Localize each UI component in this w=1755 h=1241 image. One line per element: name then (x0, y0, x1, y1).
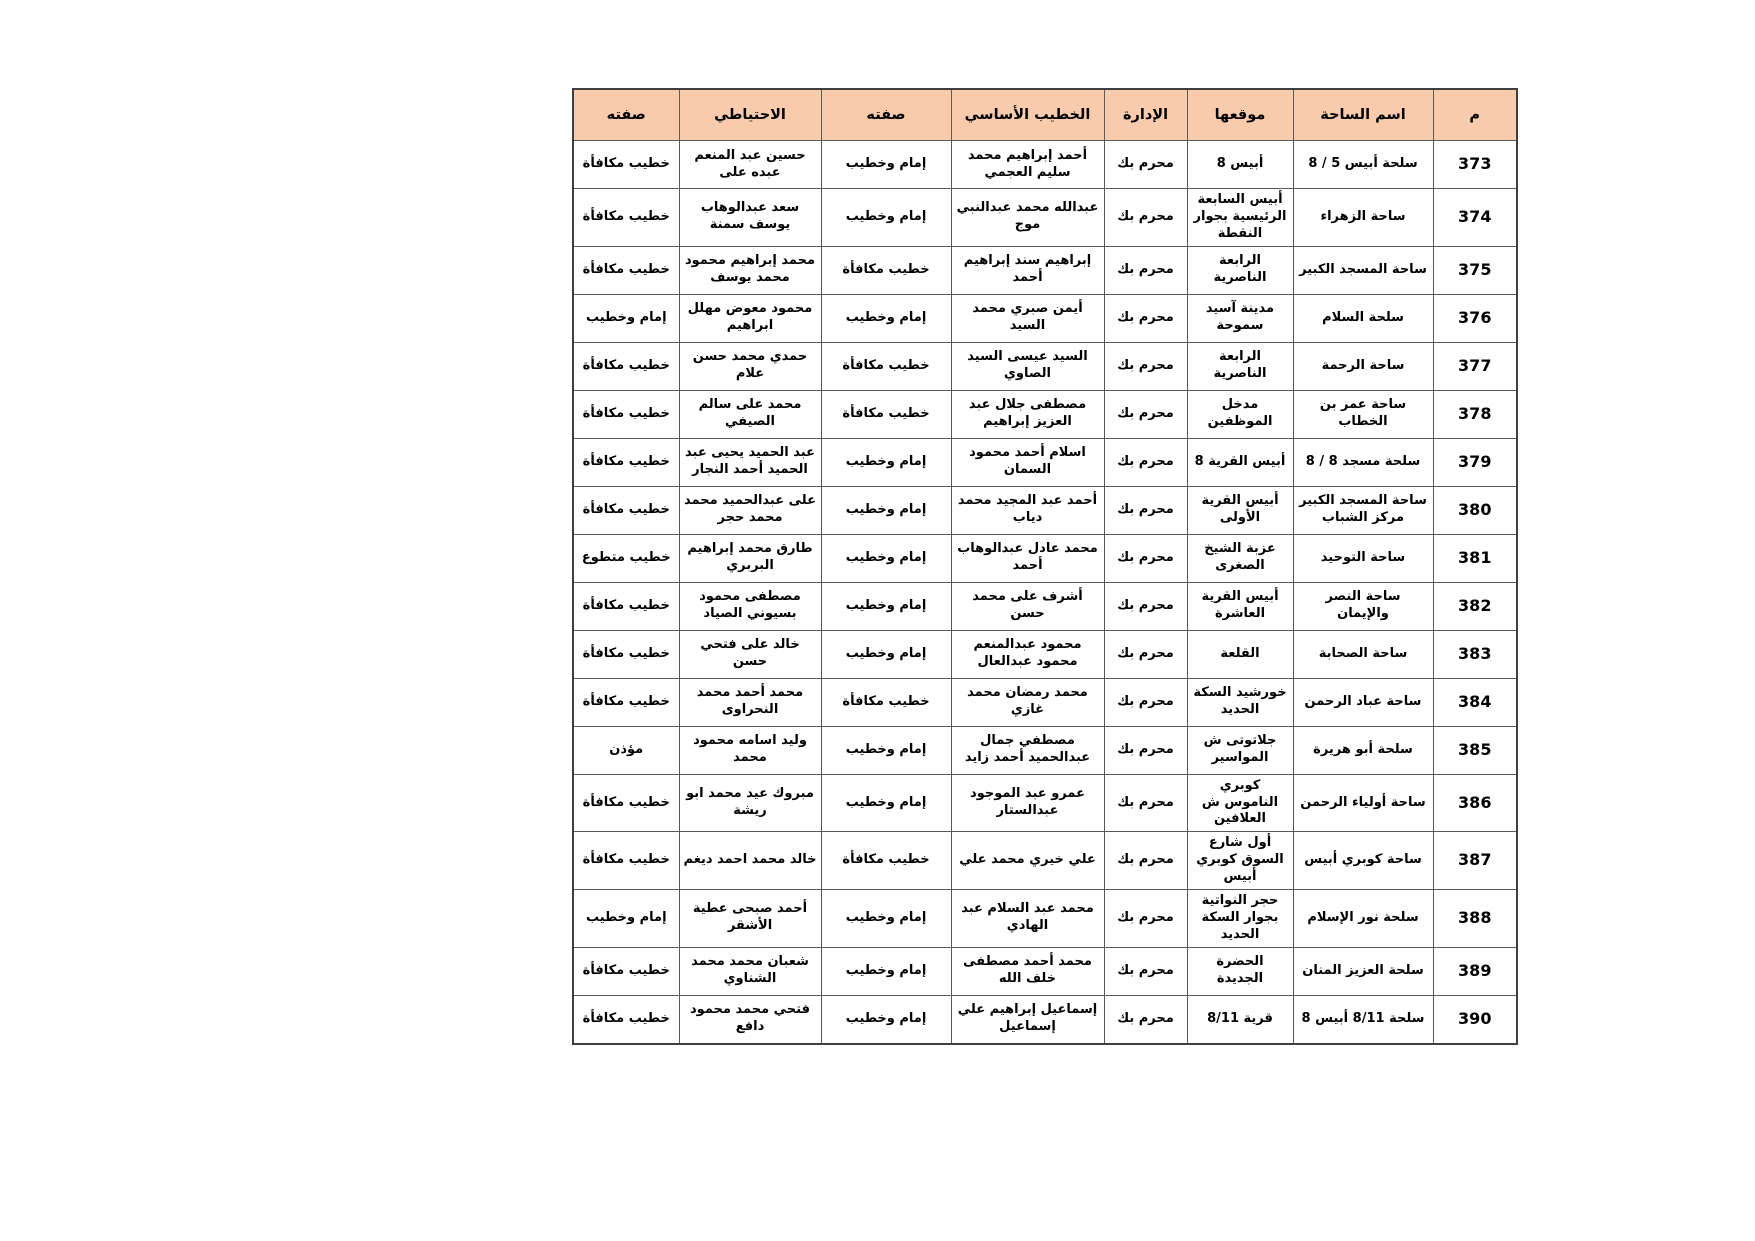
cell-reserve: خالد محمد احمد ديغم (679, 832, 821, 890)
cell-location: جلاتوتى ش المواسير (1187, 726, 1293, 774)
cell-reserve: محمد على سالم الصيفي (679, 390, 821, 438)
cell-location: قرية 8/11 (1187, 995, 1293, 1044)
cell-main_role: خطيب مكافأة (821, 246, 951, 294)
table-row (573, 486, 1517, 534)
cell-reserve: مبروك عيد محمد ابو ريشة (679, 774, 821, 832)
cell-location: مدخل الموظفين (1187, 390, 1293, 438)
cell-admin: محرم بك (1104, 726, 1187, 774)
cell-main_khatib: إبراهيم سند إبراهيم أحمد (951, 246, 1104, 294)
cell-num: 374 (1433, 189, 1517, 247)
table-row (573, 890, 1517, 948)
cell-main_khatib: أحمد عبد المجيد محمد دياب (951, 486, 1104, 534)
cell-admin: محرم بك (1104, 141, 1187, 189)
cell-location: خورشيد السكة الحديد (1187, 678, 1293, 726)
cell-main_khatib: محمد عبد السلام عبد الهادي (951, 890, 1104, 948)
cell-reserve_role: خطيب مكافأة (573, 246, 679, 294)
cell-main_role: إمام وخطيب (821, 890, 951, 948)
cell-admin: محرم بك (1104, 246, 1187, 294)
cell-reserve_role: خطيب مكافأة (573, 678, 679, 726)
cell-main_khatib: محمد أحمد مصطفى خلف الله (951, 947, 1104, 995)
column-header-name: اسم الساحة (1293, 89, 1433, 141)
column-header-main_khatib: الخطيب الأساسي (951, 89, 1104, 141)
column-header-location: موقعها (1187, 89, 1293, 141)
cell-reserve: مصطفى محمود بسيوني الصياد (679, 582, 821, 630)
cell-main_role: خطيب مكافأة (821, 390, 951, 438)
cell-num: 378 (1433, 390, 1517, 438)
cell-admin: محرم بك (1104, 890, 1187, 948)
cell-admin: محرم بك (1104, 189, 1187, 247)
cell-name: سلحة السلام (1293, 294, 1433, 342)
cell-location: حجر النواتية بجوار السكة الحديد (1187, 890, 1293, 948)
cell-location: الرابعة الناصرية (1187, 246, 1293, 294)
table-row (573, 390, 1517, 438)
cell-main_role: إمام وخطيب (821, 438, 951, 486)
column-header-main_role: صفته (821, 89, 951, 141)
cell-reserve: شعبان محمد محمد الشناوي (679, 947, 821, 995)
cell-admin: محرم بك (1104, 995, 1187, 1044)
cell-main_khatib: محمود عبدالمنعم محمود عبدالعال (951, 630, 1104, 678)
cell-reserve_role: خطيب مكافأة (573, 342, 679, 390)
cell-name: سلحة 8/11 أبيس 8 (1293, 995, 1433, 1044)
cell-main_khatib: عبدالله محمد عبدالنبي موج (951, 189, 1104, 247)
cell-reserve: على عبدالحميد محمد محمد حجر (679, 486, 821, 534)
cell-location: الحضرة الجديدة (1187, 947, 1293, 995)
cell-reserve: وليد اسامه محمود محمد (679, 726, 821, 774)
column-header-reserve_role: صفته (573, 89, 679, 141)
cell-main_role: إمام وخطيب (821, 995, 951, 1044)
cell-main_role: إمام وخطيب (821, 141, 951, 189)
cell-admin: محرم بك (1104, 774, 1187, 832)
cell-admin: محرم بك (1104, 534, 1187, 582)
cell-main_role: خطيب مكافأة (821, 678, 951, 726)
cell-num: 376 (1433, 294, 1517, 342)
cell-location: أول شارع السوق كوبري أبيس (1187, 832, 1293, 890)
cell-admin: محرم بك (1104, 486, 1187, 534)
cell-name: سلحة مسجد 8 / 8 (1293, 438, 1433, 486)
cell-main_khatib: أشرف على محمد حسن (951, 582, 1104, 630)
cell-admin: محرم بك (1104, 342, 1187, 390)
column-header-admin: الإدارة (1104, 89, 1187, 141)
table-row (573, 774, 1517, 832)
cell-main_khatib: أيمن صبري محمد السيد (951, 294, 1104, 342)
cell-location: الرابعة الناصرية (1187, 342, 1293, 390)
cell-admin: محرم بك (1104, 390, 1187, 438)
cell-main_khatib: محمد رمضان محمد غازي (951, 678, 1104, 726)
cell-name: ساحة التوحيد (1293, 534, 1433, 582)
table-row (573, 947, 1517, 995)
table-row (573, 678, 1517, 726)
table-row (573, 582, 1517, 630)
cell-reserve_role: خطيب مكافأة (573, 582, 679, 630)
cell-reserve_role: خطيب متطوع (573, 534, 679, 582)
cell-main_role: إمام وخطيب (821, 582, 951, 630)
cell-main_khatib: عمرو عبد الموجود عبدالستار (951, 774, 1104, 832)
cell-main_role: إمام وخطيب (821, 947, 951, 995)
cell-num: 373 (1433, 141, 1517, 189)
cell-name: ساحة عباد الرحمن (1293, 678, 1433, 726)
cell-num: 389 (1433, 947, 1517, 995)
cell-main_role: إمام وخطيب (821, 774, 951, 832)
cell-name: ساحة كوبري أبيس (1293, 832, 1433, 890)
cell-reserve: محمد إبراهيم محمود محمد يوسف (679, 246, 821, 294)
cell-reserve: محمود معوض مهلل ابراهيم (679, 294, 821, 342)
cell-main_role: إمام وخطيب (821, 294, 951, 342)
table-row (573, 342, 1517, 390)
cell-main_khatib: اسلام أحمد محمود السمان (951, 438, 1104, 486)
cell-location: أبيس السابعة الرئيسية بجوار النقطة (1187, 189, 1293, 247)
cell-admin: محرم بك (1104, 947, 1187, 995)
cell-main_khatib: علي خيري محمد علي (951, 832, 1104, 890)
cell-main_khatib: مصطفي جمال عبدالحميد أحمد زايد (951, 726, 1104, 774)
cell-name: ساحة أولياء الرحمن (1293, 774, 1433, 832)
column-header-reserve: الاحتياطي (679, 89, 821, 141)
cell-num: 380 (1433, 486, 1517, 534)
cell-name: ساحة عمر بن الخطاب (1293, 390, 1433, 438)
cell-main_role: إمام وخطيب (821, 486, 951, 534)
cell-reserve: سعد عبدالوهاب يوسف سمنة (679, 189, 821, 247)
cell-name: سلحة أبو هريرة (1293, 726, 1433, 774)
cell-num: 388 (1433, 890, 1517, 948)
cell-reserve_role: خطيب مكافأة (573, 947, 679, 995)
cell-num: 387 (1433, 832, 1517, 890)
cell-location: كوبري الناموس ش العلافين (1187, 774, 1293, 832)
cell-main_khatib: السيد عيسى السيد الصاوي (951, 342, 1104, 390)
cell-location: أبيس القرية 8 (1187, 438, 1293, 486)
cell-reserve_role: إمام وخطيب (573, 890, 679, 948)
cell-num: 382 (1433, 582, 1517, 630)
cell-num: 390 (1433, 995, 1517, 1044)
table-row (573, 246, 1517, 294)
cell-reserve_role: خطيب مكافأة (573, 438, 679, 486)
cell-reserve: طارق محمد إبراهيم البربري (679, 534, 821, 582)
cell-reserve_role: خطيب مكافأة (573, 630, 679, 678)
cell-name: ساحة الزهراء (1293, 189, 1433, 247)
cell-num: 375 (1433, 246, 1517, 294)
cell-reserve_role: خطيب مكافأة (573, 141, 679, 189)
cell-admin: محرم بك (1104, 438, 1187, 486)
cell-reserve_role: خطيب مكافأة (573, 189, 679, 247)
cell-reserve_role: خطيب مكافأة (573, 486, 679, 534)
table-row (573, 141, 1517, 189)
cell-reserve: خالد على فتحي حسن (679, 630, 821, 678)
cell-reserve_role: مؤذن (573, 726, 679, 774)
cell-reserve_role: خطيب مكافأة (573, 995, 679, 1044)
cell-num: 383 (1433, 630, 1517, 678)
cell-main_khatib: مصطفى جلال عبد العزيز إبراهيم (951, 390, 1104, 438)
cell-num: 385 (1433, 726, 1517, 774)
table-row (573, 534, 1517, 582)
cell-admin: محرم بك (1104, 294, 1187, 342)
cell-name: ساحة الصحابة (1293, 630, 1433, 678)
cell-reserve: محمد أحمد محمد النحراوى (679, 678, 821, 726)
table-row (573, 438, 1517, 486)
cell-reserve: عبد الحميد يحيى عبد الحميد أحمد النجار (679, 438, 821, 486)
cell-admin: محرم بك (1104, 630, 1187, 678)
cell-location: أبيس 8 (1187, 141, 1293, 189)
cell-reserve_role: خطيب مكافأة (573, 774, 679, 832)
table-row (573, 995, 1517, 1044)
cell-admin: محرم بك (1104, 678, 1187, 726)
cell-reserve: حسين عبد المنعم عبده على (679, 141, 821, 189)
cell-location: أبيس القرية الأولى (1187, 486, 1293, 534)
cell-main_role: إمام وخطيب (821, 534, 951, 582)
cell-main_role: إمام وخطيب (821, 630, 951, 678)
cell-num: 381 (1433, 534, 1517, 582)
table-row (573, 294, 1517, 342)
cell-num: 384 (1433, 678, 1517, 726)
cell-main_khatib: محمد عادل عبدالوهاب أحمد (951, 534, 1104, 582)
cell-main_role: إمام وخطيب (821, 189, 951, 247)
cell-admin: محرم بك (1104, 832, 1187, 890)
cell-location: أبيس القرية العاشرة (1187, 582, 1293, 630)
cell-main_role: إمام وخطيب (821, 726, 951, 774)
cell-name: سلحة أبيس 5 / 8 (1293, 141, 1433, 189)
cell-num: 379 (1433, 438, 1517, 486)
cell-name: ساحة الرحمة (1293, 342, 1433, 390)
table-row (573, 189, 1517, 247)
cell-num: 377 (1433, 342, 1517, 390)
cell-name: ساحة المسجد الكبير مركز الشباب (1293, 486, 1433, 534)
cell-location: مدينة آسيد سموحة (1187, 294, 1293, 342)
cell-location: عزبة الشيخ الصغرى (1187, 534, 1293, 582)
cell-num: 386 (1433, 774, 1517, 832)
column-header-num: م (1433, 89, 1517, 141)
cell-reserve_role: إمام وخطيب (573, 294, 679, 342)
table-header-row (573, 89, 1517, 141)
cell-main_role: خطيب مكافأة (821, 832, 951, 890)
preachers-squares-table (572, 88, 1518, 1045)
cell-reserve: أحمد صبحى عطية الأشقر (679, 890, 821, 948)
cell-name: ساحة النصر والإيمان (1293, 582, 1433, 630)
cell-location: القلعة (1187, 630, 1293, 678)
cell-admin: محرم بك (1104, 582, 1187, 630)
table-row (573, 726, 1517, 774)
table-row (573, 630, 1517, 678)
cell-main_khatib: إسماعيل إبراهيم علي إسماعيل (951, 995, 1104, 1044)
cell-name: سلحة نور الإسلام (1293, 890, 1433, 948)
cell-main_role: خطيب مكافأة (821, 342, 951, 390)
cell-reserve_role: خطيب مكافأة (573, 832, 679, 890)
cell-name: ساحة المسجد الكبير (1293, 246, 1433, 294)
cell-reserve: فتحي محمد محمود دافع (679, 995, 821, 1044)
cell-reserve_role: خطيب مكافأة (573, 390, 679, 438)
cell-main_khatib: أحمد إبراهيم محمد سليم العجمي (951, 141, 1104, 189)
table-row (573, 832, 1517, 890)
cell-name: سلحة العزيز المنان (1293, 947, 1433, 995)
cell-reserve: حمدي محمد حسن علام (679, 342, 821, 390)
